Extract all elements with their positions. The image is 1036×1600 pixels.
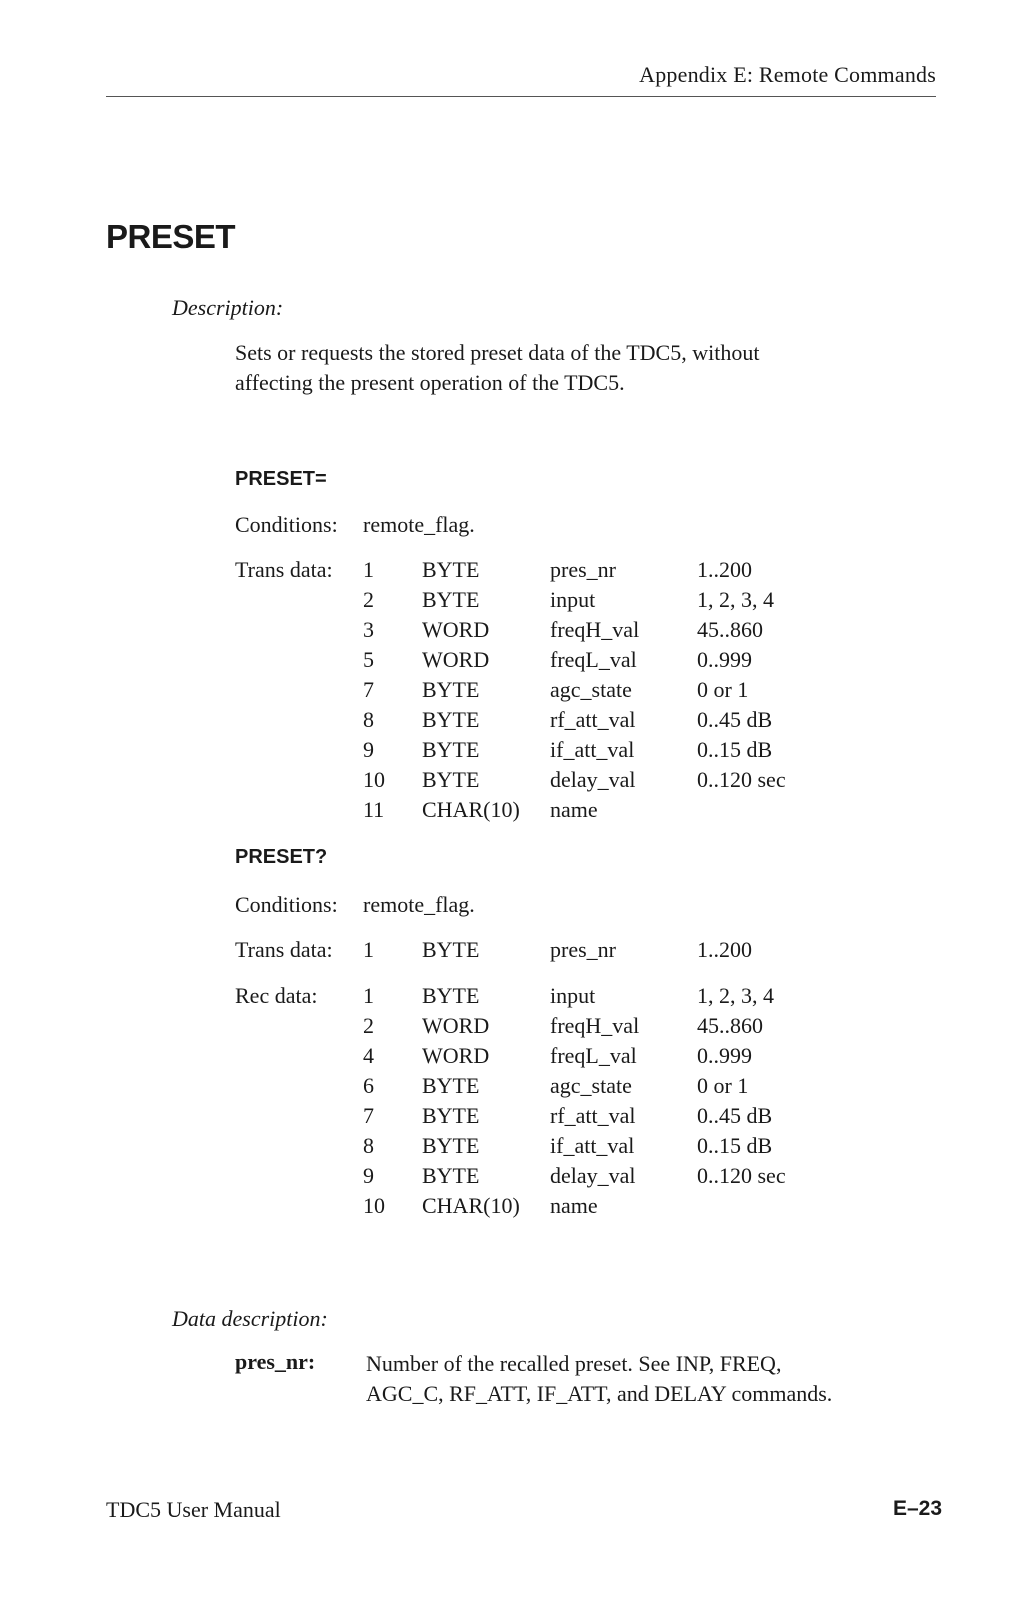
row-index: 10 [363,1193,385,1218]
row-field-name: pres_nr [550,937,616,962]
row-index: 2 [363,1013,374,1038]
row-range: 45..860 [697,617,763,642]
row-field-name: agc_state [550,677,632,702]
row-index: 2 [363,587,374,612]
row-field-name: freqH_val [550,1013,640,1038]
footer-page-number: E–23 [892,1497,942,1520]
description-line: Sets or requests the stored preset data of the TDC5, without [235,340,760,365]
row-range: 1..200 [697,557,752,582]
row-type: CHAR(10) [422,1193,520,1218]
row-field-name: rf_att_val [550,1103,636,1128]
term-pres-nr: pres_nr: [235,1349,316,1374]
table-row [0,557,1036,587]
row-index: 7 [363,1103,374,1128]
table-row [0,587,1036,617]
term-definition [366,1349,832,1409]
data-description-label: Data description: [172,1306,328,1331]
row-range: 0..45 dB [697,707,773,732]
table-row [0,797,1036,827]
table-row [0,1163,1036,1193]
running-header: Appendix E: Remote Commands [639,62,936,87]
section-title: PRESET [106,218,236,255]
definition-line: Number of the recalled preset. See INP, FREQ, [366,1351,782,1376]
row-range: 0..120 sec [697,1163,786,1188]
preset-query-heading: PRESET? [235,846,328,868]
row-field-name: freqH_val [550,617,640,642]
preset-query-rec-table [0,983,1036,1223]
row-field-name: if_att_val [550,737,635,762]
preset-query-conditions [0,892,1036,922]
row-index: 8 [363,707,374,732]
preset-set-heading: PRESET= [235,468,327,490]
row-field-name: input [550,983,596,1008]
description-text [235,338,759,398]
row-type: BYTE [422,707,480,732]
row-range: 1, 2, 3, 4 [697,983,774,1008]
preset-query-trans-table [0,937,1036,967]
row-field-name: delay_val [550,767,636,792]
row-type: CHAR(10) [422,797,520,822]
row-range: 0..999 [697,1043,752,1068]
definition-line: AGC_C, RF_ATT, IF_ATT, and DELAY commands. [366,1381,833,1406]
row-range: 0..999 [697,647,752,672]
preset-set-trans-table [0,557,1036,827]
table-row [0,1103,1036,1133]
row-type: BYTE [422,937,480,962]
row-index: 9 [363,1163,374,1188]
row-index: 5 [363,647,374,672]
table-row [0,737,1036,767]
row-type: BYTE [422,557,480,582]
row-type: WORD [422,1013,490,1038]
header-rule [106,96,936,97]
description-label: Description: [172,295,284,320]
row-field-name: freqL_val [550,1043,637,1068]
conditions-label: Conditions: [235,512,338,537]
row-index: 11 [363,797,385,822]
table-row [0,983,1036,1013]
conditions-value: remote_flag. [363,512,475,537]
row-field-name: input [550,587,596,612]
row-type: BYTE [422,1133,480,1158]
row-type: WORD [422,617,490,642]
row-index: 6 [363,1073,374,1098]
row-field-name: if_att_val [550,1133,635,1158]
row-type: WORD [422,647,490,672]
table-row [0,1073,1036,1103]
row-field-name: delay_val [550,1163,636,1188]
table-row [0,1133,1036,1163]
row-field-name: name [550,1193,598,1218]
row-range: 1..200 [697,937,752,962]
row-range: 0..45 dB [697,1103,773,1128]
row-type: BYTE [422,677,480,702]
row-index: 9 [363,737,374,762]
rec-data-label: Rec data: [235,983,318,1008]
row-field-name: freqL_val [550,647,637,672]
row-type: BYTE [422,767,480,792]
row-index: 7 [363,677,374,702]
row-index: 1 [363,557,374,582]
table-row [0,767,1036,797]
row-field-name: pres_nr [550,557,616,582]
row-type: BYTE [422,1163,480,1188]
table-row [0,937,1036,967]
row-range: 0 or 1 [697,1073,749,1098]
row-index: 1 [363,937,374,962]
table-row [0,647,1036,677]
trans-data-label: Trans data: [235,557,333,582]
row-range: 0..15 dB [697,737,773,762]
table-row [0,1193,1036,1223]
row-type: WORD [422,1043,490,1068]
row-field-name: rf_att_val [550,707,636,732]
table-row [0,1013,1036,1043]
row-range: 0..120 sec [697,767,786,792]
row-range: 1, 2, 3, 4 [697,587,774,612]
conditions-label: Conditions: [235,892,338,917]
row-index: 4 [363,1043,374,1068]
row-index: 10 [363,767,385,792]
trans-data-label: Trans data: [235,937,333,962]
table-row [0,707,1036,737]
row-field-name: agc_state [550,1073,632,1098]
row-type: BYTE [422,737,480,762]
preset-set-conditions [0,512,1036,542]
row-index: 1 [363,983,374,1008]
table-row [0,1043,1036,1073]
table-row [0,677,1036,707]
row-range: 0 or 1 [697,677,749,702]
conditions-value: remote_flag. [363,892,475,917]
row-type: BYTE [422,1103,480,1128]
row-type: BYTE [422,983,480,1008]
row-field-name: name [550,797,598,822]
description-line: affecting the present operation of the TDC5. [235,370,625,395]
row-range: 0..15 dB [697,1133,773,1158]
row-type: BYTE [422,587,480,612]
row-type: BYTE [422,1073,480,1098]
row-index: 8 [363,1133,374,1158]
footer-manual-title: TDC5 User Manual [106,1497,281,1522]
table-row [0,617,1036,647]
row-range: 45..860 [697,1013,763,1038]
row-index: 3 [363,617,374,642]
